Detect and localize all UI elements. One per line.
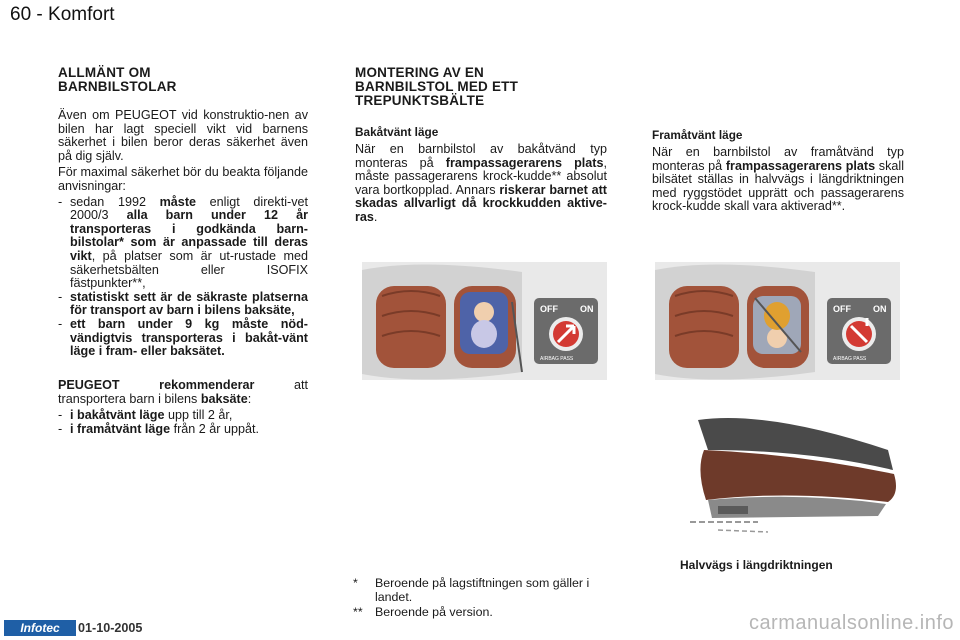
switch-caption: AIRBAG PASS	[540, 356, 574, 362]
list-item	[58, 423, 308, 437]
text-bold: alla barn under 12 år transporteras i godkända barn-bilstolar* som är anpassade till deras vikt	[70, 208, 308, 263]
text: När en barnbilstol av bakåtvänd typ monteras på	[355, 142, 607, 170]
text: upp till 2 år,	[164, 408, 233, 423]
heading-line: ALLMÄNT OM	[58, 65, 151, 80]
text: , måste passagerarens krock-kudde** absolut vara bortkopplad. Annars	[355, 155, 607, 197]
child-figure	[474, 302, 494, 322]
heading-mounting	[355, 66, 607, 108]
illustration-seat-side	[688, 410, 900, 540]
column-mounting	[355, 66, 607, 225]
car-top-view-forward	[655, 262, 900, 380]
general-advice: För maximal säkerhet bör du beakta följande anvisningar:	[58, 165, 308, 193]
text: skall bilsätet ställas in halvvägs i längdriktningen med ryggstödet upprätt och passagerarens krock-kudde skall vara aktiverad**.	[652, 158, 904, 214]
dash: -	[58, 408, 63, 423]
text-bold: baksäte	[200, 391, 248, 406]
text: .	[373, 209, 378, 224]
driver-seat	[376, 286, 446, 368]
footnote-mark: **	[353, 605, 363, 620]
general-intro: Även om PEUGEOT vid konstruktio-nen av bilen har lagt speciell vikt vid barnens säkerhet i bilen beror deras säkerhet även på dig själv.	[58, 108, 308, 163]
infotec-logo: Infotec	[4, 620, 76, 636]
seat-side-view	[688, 410, 900, 540]
recommendation	[58, 379, 308, 436]
text-bold: i bakåtvänt läge	[70, 408, 165, 423]
text-bold: frampassagerarens plats	[725, 158, 876, 173]
list-item	[58, 291, 308, 318]
illustration-forward	[655, 262, 900, 380]
dash: -	[58, 194, 63, 209]
heading-line: BARNBILSTOL MED ETT	[355, 79, 519, 94]
advice-list	[58, 196, 308, 359]
switch-on-label: ON	[580, 304, 594, 314]
driver-seat	[669, 286, 739, 368]
heading-line: BARNBILSTOLAR	[58, 79, 177, 94]
footnotes	[353, 577, 605, 620]
footnote	[353, 577, 605, 604]
watermark: carmanualsonline.info	[748, 612, 954, 634]
rec-line-1	[58, 379, 308, 393]
section-title: Komfort	[48, 4, 115, 25]
text: att	[254, 378, 308, 392]
dash: -	[58, 421, 63, 436]
text: sedan 1992	[70, 194, 160, 209]
switch-off-label: OFF	[833, 304, 851, 314]
heading-line: TREPUNKTSBÄLTE	[355, 93, 485, 108]
page-number: 60	[10, 4, 32, 25]
text-bold: i framåtvänt läge	[70, 421, 171, 436]
forward-text	[652, 146, 904, 214]
list-item	[58, 318, 308, 359]
footnote-text: Beroende på version.	[375, 605, 493, 620]
rearward-text	[355, 143, 607, 225]
text: , på platser som är ut-rustade med säkerhetsbälten eller ISOFIX fästpunkter**,	[70, 248, 308, 291]
footnote-mark: *	[353, 576, 358, 590]
dash: -	[58, 316, 63, 331]
column-forward	[652, 128, 904, 214]
list-item	[58, 196, 308, 291]
text-bold: riskerar barnet att skadas allvarligt då krockkudden aktive-ras	[355, 182, 607, 224]
column-general	[58, 66, 308, 94]
text: transportera barn i bilens	[58, 391, 201, 406]
heading-general	[58, 66, 308, 94]
switch-caption: AIRBAG PASS	[833, 356, 867, 362]
car-top-view-rearward	[362, 262, 607, 380]
text: När en barnbilstol av framåtvänd typ monteras på	[652, 145, 904, 173]
subheading-forward: Framåtvänt läge	[652, 128, 743, 142]
text-bold: ett barn under 9 kg måste nöd-vändigtvis transporteras i bakåt-vänt läge i fram- eller baksätet.	[70, 316, 308, 359]
text-bold: måste	[159, 194, 197, 209]
caption-halfway: Halvvägs i längdriktningen	[680, 558, 833, 572]
rec-list	[58, 409, 308, 436]
footnote	[353, 606, 605, 620]
text-bold: frampassagerarens plats	[445, 155, 604, 170]
text-bold: PEUGEOT rekommenderar	[58, 378, 255, 392]
switch-off-label: OFF	[540, 304, 558, 314]
switch-on-label: ON	[873, 304, 887, 314]
text-bold: statistiskt sett är de säkraste platserna för transport av barn i bilens baksäte,	[70, 289, 308, 318]
illustration-rearward	[362, 262, 607, 380]
list-item	[58, 409, 308, 423]
general-body	[58, 109, 308, 359]
page-header	[10, 4, 115, 26]
heading-line: MONTERING AV EN	[355, 65, 485, 80]
rec-line-2	[58, 393, 308, 407]
footnote-text: Beroende på lagstiftningen som gäller i landet.	[375, 576, 590, 604]
dash: -	[58, 289, 63, 304]
footer-date: 01-10-2005	[78, 621, 143, 635]
header-separator: -	[36, 4, 43, 25]
text: från 2 år uppåt.	[170, 421, 260, 436]
text: :	[247, 391, 252, 406]
text: enligt direkti-vet 2000/3	[70, 194, 308, 223]
subheading-rearward: Bakåtvänt läge	[355, 125, 439, 139]
